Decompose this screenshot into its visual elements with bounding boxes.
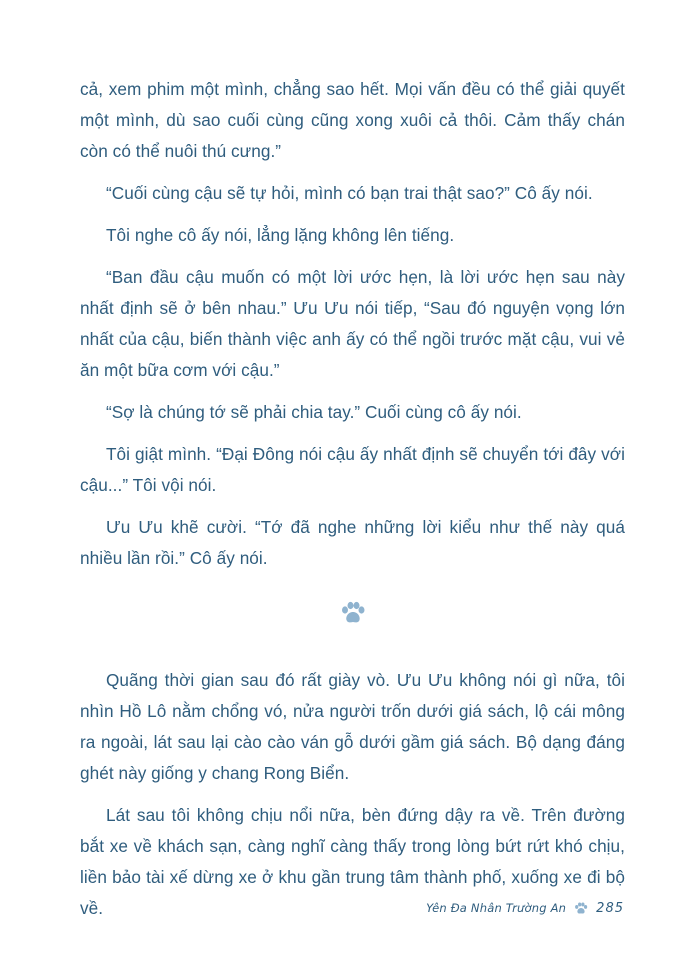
section-divider (80, 585, 625, 655)
running-book-title: Yên Đa Nhân Trường An (426, 901, 567, 915)
paragraph: Tôi nghe cô ấy nói, lẳng lặng không lên tiếng. (106, 225, 455, 245)
paragraphs-before-divider (80, 74, 625, 574)
paw-print-icon (340, 601, 366, 625)
paragraph: Lát sau tôi không chịu nổi nữa, bèn đứng dậy ra về. Trên đường bắt xe về khách sạn, càng nghĩ càng thấy trong lòng bứt rứt khó chịu, liền bảo tài xế dừng xe ở khu gần trung tâm thành phố, xuống xe đi bộ về. (80, 805, 625, 918)
page-footer (426, 898, 624, 918)
paragraph: Ưu Ưu khẽ cười. “Tớ đã nghe những lời kiểu như thế này quá nhiều lần rồi.” Cô ấy nói. (80, 517, 625, 568)
paragraph: Tôi giật mình. “Đại Đông nói cậu ấy nhất định sẽ chuyển tới đây với cậu...” Tôi vội nói. (80, 444, 625, 495)
paragraph: “Sợ là chúng tớ sẽ phải chia tay.” Cuối cùng cô ấy nói. (106, 402, 522, 422)
paragraph: “Cuối cùng cậu sẽ tự hỏi, mình có bạn trai thật sao?” Cô ấy nói. (106, 183, 593, 203)
paragraph: cả, xem phim một mình, chẳng sao hết. Mọi vấn đều có thể giải quyết một mình, dù sao cuối cùng cũng xong xuôi cả thôi. Cảm thấy chán còn có thể nuôi thú cưng.” (80, 79, 625, 161)
page-number: 285 (596, 900, 624, 916)
paragraph: “Ban đầu cậu muốn có một lời ước hẹn, là lời ước hẹn sau này nhất định sẽ ở bên nhau.” Ưu Ưu nói tiếp, “Sau đó nguyện vọng lớn nhất của cậu, biến thành việc anh ấy có thể ngồi trước mặt cậu, vui vẻ ăn một bữa cơm với cậu.” (80, 267, 625, 380)
paragraph: Quãng thời gian sau đó rất giày vò. Ưu Ưu không nói gì nữa, tôi nhìn Hồ Lô nằm chổng vó, nửa người trốn dưới giá sách, lộ cái mông ra ngoài, lát sau lại cào cào ván gỗ dưới gầm giá sách. Bộ dạng đáng ghét này giống y chang Rong Biển. (80, 670, 625, 783)
paragraphs-after-divider (80, 665, 625, 924)
small-paw-icon (574, 902, 588, 915)
body-text (80, 74, 625, 935)
